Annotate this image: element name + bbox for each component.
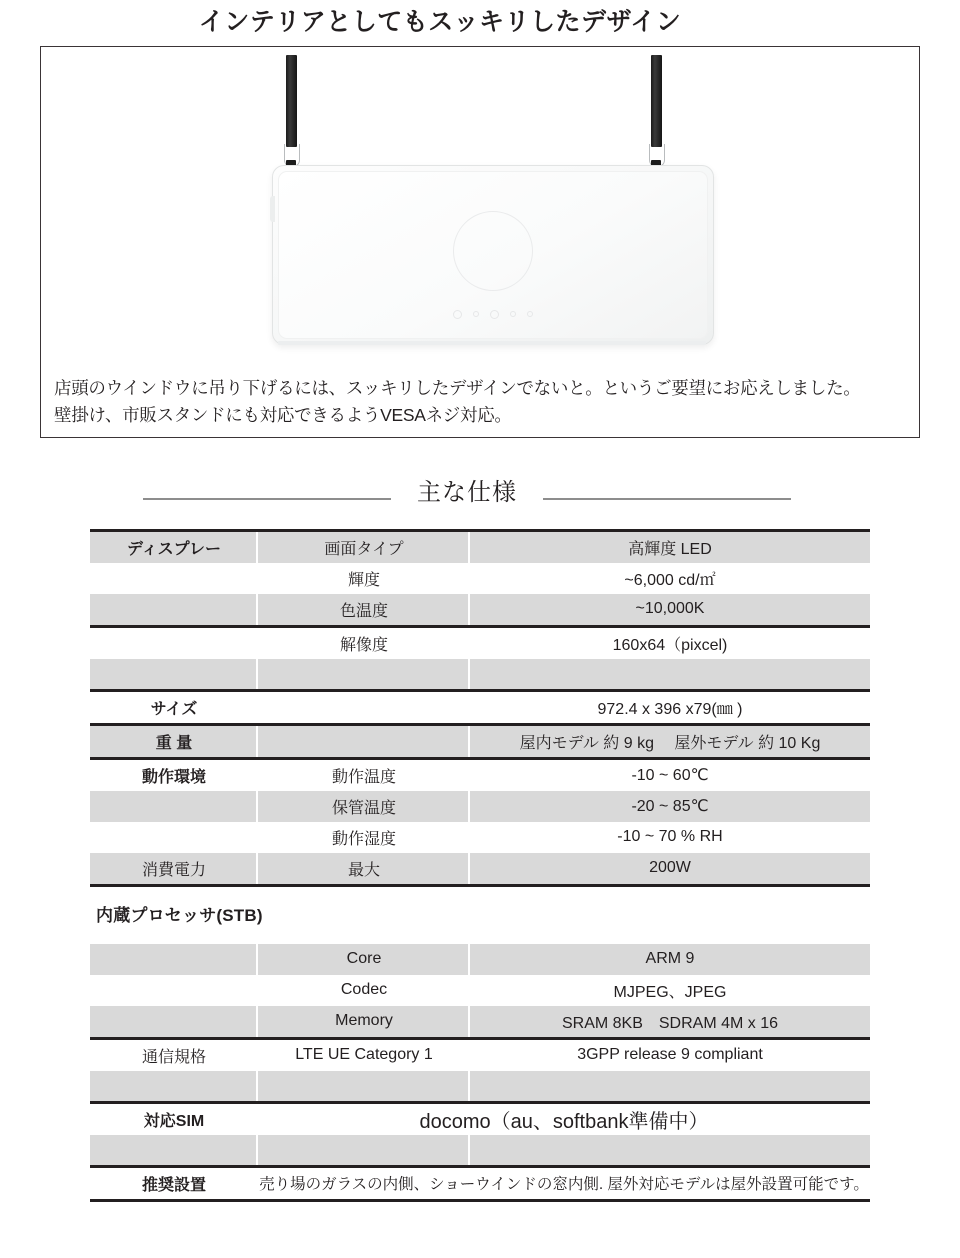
spec-value: 3GPP release 9 compliant: [470, 1038, 870, 1071]
spec-value: ARM 9: [470, 944, 870, 975]
spec-value: ~10,000K: [470, 594, 870, 627]
heading-rule-right: [543, 498, 791, 500]
spec-value: docomo（au、softbank準備中）: [258, 1102, 870, 1135]
spec-item: Core: [258, 944, 470, 975]
spec-category: 推奨設置: [90, 1166, 258, 1200]
spec-item: [258, 690, 470, 724]
group-spacer: [0, 926, 960, 944]
spec-item: 画面タイプ: [258, 530, 470, 563]
spec-category: サイズ: [90, 690, 258, 724]
processor-spec-table: [90, 944, 870, 1202]
spec-value: ~6,000 cd/㎡: [470, 563, 870, 594]
hanging-strap-left-icon: [286, 55, 297, 147]
spec-category: [90, 791, 258, 822]
main-spec-table: [90, 529, 870, 887]
indicator-dot: [473, 311, 479, 317]
indicator-dot: [527, 311, 533, 317]
spec-item: 最大: [258, 853, 470, 886]
spec-category: [90, 594, 258, 627]
spec-category: [90, 944, 258, 975]
spec-item: LTE UE Category 1: [258, 1038, 470, 1071]
table-row: [90, 1006, 870, 1039]
table-row: [90, 944, 870, 975]
device-screen-surface: [278, 171, 708, 339]
spec-item: [258, 1135, 470, 1167]
page-title: インテリアとしてもスッキリしたデザイン: [198, 8, 682, 36]
spec-category: [90, 1071, 258, 1103]
spec-item: 色温度: [258, 594, 470, 627]
spec-item: [258, 724, 470, 758]
spec-category: 消費電力: [90, 853, 258, 886]
led-display-device: [272, 165, 714, 345]
spec-category: 通信規格: [90, 1038, 258, 1071]
spec-category: 対応SIM: [90, 1102, 258, 1135]
spec-category: [90, 563, 258, 594]
table-row: [90, 1038, 870, 1071]
spec-category: 動作環境: [90, 758, 258, 791]
spec-category: [90, 975, 258, 1006]
spec-value: [470, 659, 870, 691]
spec-value: [470, 1071, 870, 1103]
spec-value: [470, 1135, 870, 1167]
indicator-dots: [453, 310, 533, 319]
spec-value: 高輝度 LED: [470, 530, 870, 563]
spec-item: [258, 1071, 470, 1103]
spec-item: Memory: [258, 1006, 470, 1039]
table-row: [90, 1102, 870, 1135]
spec-category: [90, 1135, 258, 1167]
spec-category: 重 量: [90, 724, 258, 758]
table-row: [90, 626, 870, 659]
spec-value: -10 ~ 70 % RH: [470, 822, 870, 853]
spec-value: 160x64（pixcel): [470, 626, 870, 659]
heading-rule-left: [143, 498, 391, 500]
indicator-dot: [453, 310, 462, 319]
spec-item: [258, 659, 470, 691]
section-heading-label: 主な仕様: [417, 478, 517, 506]
spec-value: MJPEG、JPEG: [470, 975, 870, 1006]
table-row: [90, 563, 870, 594]
table-row-spacer: [90, 659, 870, 691]
spec-value: SRAM 8KB SDRAM 4M x 16: [470, 1006, 870, 1039]
table-row: [90, 791, 870, 822]
product-illustration: [41, 47, 919, 377]
spec-item: Codec: [258, 975, 470, 1006]
circular-logo-icon: [453, 211, 533, 291]
spec-category: [90, 1006, 258, 1039]
spec-value: 屋内モデル 約 9 kg 屋外モデル 約 10 Kg: [470, 724, 870, 758]
product-image-panel: [40, 46, 920, 438]
spec-value: 200W: [470, 853, 870, 886]
spec-category: [90, 659, 258, 691]
table-row: [90, 758, 870, 791]
spec-item: 動作温度: [258, 758, 470, 791]
table-row: [90, 975, 870, 1006]
table-row: [90, 594, 870, 627]
table-row: [90, 822, 870, 853]
spec-item: 輝度: [258, 563, 470, 594]
hero-caption-line-1: 店頭のウインドウに吊り下げるには、スッキリしたデザインでないと。というご要望にお応えしました。: [54, 378, 861, 399]
spec-item: 保管温度: [258, 791, 470, 822]
table-row: [90, 724, 870, 758]
spec-category: [90, 626, 258, 659]
device-bottom-edge: [278, 341, 706, 345]
table-row: [90, 853, 870, 886]
spec-value: -10 ~ 60℃: [470, 758, 870, 791]
spec-item: 動作湿度: [258, 822, 470, 853]
spec-value: 972.4 x 396 x79(㎜ ): [470, 690, 870, 724]
spec-item: 解像度: [258, 626, 470, 659]
spec-category: [90, 822, 258, 853]
table-row: [90, 1166, 870, 1200]
processor-group-label: 内蔵プロセッサ(STB): [96, 905, 263, 925]
table-row-spacer: [90, 1135, 870, 1167]
table-row: [90, 530, 870, 563]
table-row: [90, 690, 870, 724]
indicator-dot: [490, 310, 499, 319]
device-side-port-icon: [270, 196, 275, 222]
hero-caption: [54, 375, 906, 428]
spec-category: ディスプレー: [90, 530, 258, 563]
indicator-dot: [510, 311, 516, 317]
table-row-spacer: [90, 1071, 870, 1103]
hanging-strap-right-icon: [651, 55, 662, 147]
hero-caption-line-2: 壁掛け、市販スタンドにも対応できるようVESAネジ対応。: [54, 404, 512, 425]
spec-value: -20 ~ 85℃: [470, 791, 870, 822]
section-heading: [0, 472, 960, 507]
spec-value: 売り場のガラスの内側、ショーウインドの窓内側. 屋外対応モデルは屋外設置可能です。: [258, 1166, 870, 1200]
